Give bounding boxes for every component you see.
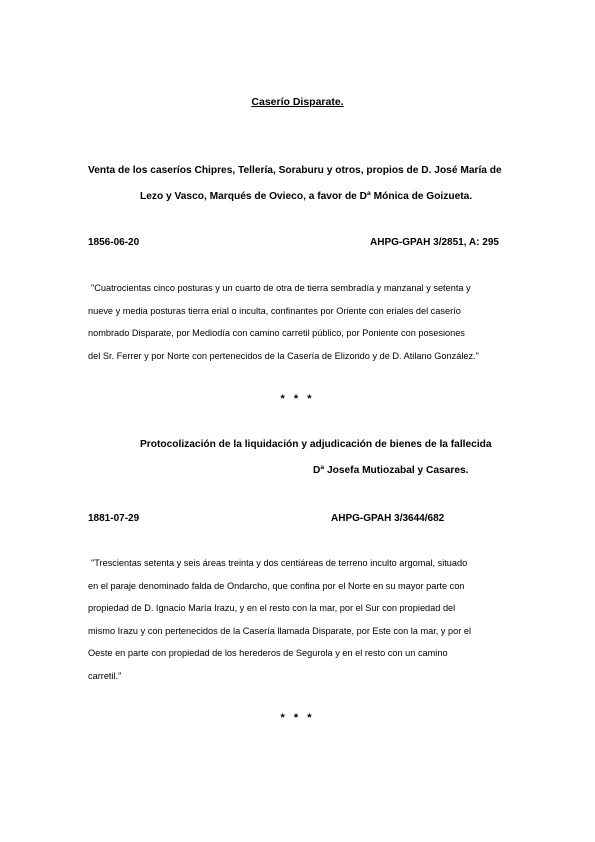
section1-heading-line1: Venta de los caseríos Chipres, Tellería, Soraburu y otros, propios de D. José María de [88, 165, 502, 176]
section1-heading-line2: Lezo y Vasco, Marqués de Ovieco, a favor de Dª Mónica de Goizueta. [140, 191, 473, 202]
document-title: Caserío Disparate. [251, 96, 344, 108]
quote-line: del Sr. Ferrer y por Norte con pertenecidos de la Casería de Elizondo y de D. Atilano González." [88, 350, 479, 361]
section1-reference: AHPG-GPAH 3/2851, A: 295 [370, 237, 499, 248]
section2-heading-line1: Protocolización de la liquidación y adjudicación de bienes de la fallecida [140, 439, 492, 450]
quote-line: mismo Irazu y con pertenecidos de la Casería llamada Disparate, por Este con la mar, y por el [88, 625, 471, 636]
quote-line: en el paraje denominado falda de Ondarcho, que confina por el Norte en su mayor parte con [88, 580, 465, 591]
section2-heading-line2: Dª Josefa Mutiozabal y Casares. [313, 465, 469, 476]
quote-line: "Cuatrocientas cinco posturas y un cuarto de otra de tierra sembradía y manzanal y setenta y [91, 283, 471, 293]
section2-quote [88, 552, 471, 687]
section-separator: * * * [280, 712, 315, 724]
quote-line: nueve y media posturas tierra erial o inculta, confinantes por Oriente con eriales del caserío [88, 305, 461, 316]
quote-line: carretil." [88, 670, 122, 681]
section2-reference: AHPG-GPAH 3/3644/682 [331, 513, 445, 524]
quote-line: Oeste en parte con propiedad de los herederos de Segurola y en el resto con un camino [88, 648, 448, 658]
section1-date: 1856-06-20 [88, 237, 140, 248]
section-separator: * * * [280, 393, 315, 405]
quote-line: propiedad de D. Ignacio María Irazu, y en el resto con la mar, por el Sur con propiedad del [88, 603, 456, 613]
section1-quote [88, 277, 479, 367]
quote-line: nombrado Disparate, por Mediodía con camino carretil público, por Poniente con posesiones [88, 328, 465, 338]
quote-line: "Trescientas setenta y seis áreas treinta y dos centiáreas de terreno inculto argomal, situado [91, 558, 468, 568]
section2-date: 1881-07-29 [88, 513, 140, 524]
